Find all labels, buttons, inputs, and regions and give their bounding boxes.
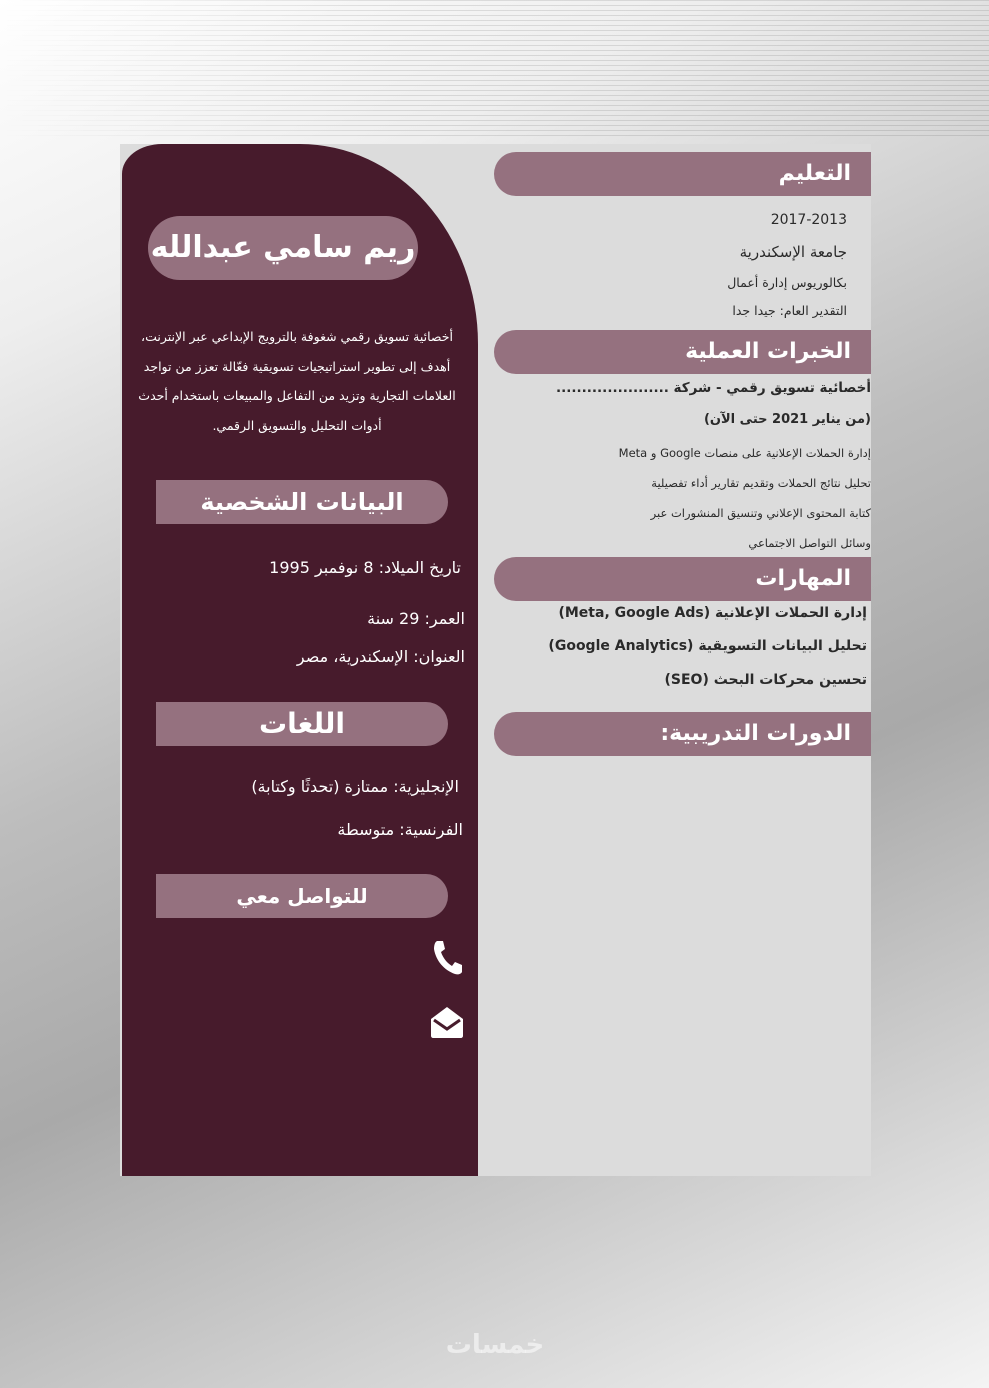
background-stripes bbox=[0, 0, 989, 140]
experience-section-title: الخبرات العملية bbox=[494, 330, 871, 374]
experience-period: (من يناير 2021 حتى الآن) bbox=[703, 412, 871, 427]
languages-section-title: اللغات bbox=[156, 702, 448, 746]
education-years: 2017-2013 bbox=[770, 212, 847, 228]
address: العنوان: الإسكندرية، مصر bbox=[296, 647, 465, 666]
experience-role: أخصائية تسويق رقمي - شركة ...................... bbox=[556, 380, 871, 396]
name-badge: ريم سامي عبدالله bbox=[148, 216, 418, 280]
experience-duty: وسائل التواصل الاجتماعي bbox=[748, 536, 871, 550]
birth-date: تاريخ الميلاد: 8 نوفمبر 1995 bbox=[269, 558, 461, 577]
education-section-title: التعليم bbox=[494, 152, 871, 196]
courses-section-title: الدورات التدريبية: bbox=[494, 712, 871, 756]
watermark: خمسات bbox=[445, 1330, 545, 1360]
experience-duty: تحليل نتائج الحملات وتقديم تقارير أداء تفصيلية bbox=[651, 476, 871, 490]
education-university: جامعة الإسكندرية bbox=[739, 243, 847, 261]
experience-duty: إدارة الحملات الإعلانية على منصات Google و Meta bbox=[618, 446, 871, 460]
skills-section-title: المهارات bbox=[494, 557, 871, 601]
age: العمر: 29 سنة bbox=[367, 609, 465, 628]
skill-item: تحسين محركات البحث (SEO) bbox=[664, 672, 867, 688]
experience-duty: كتابة المحتوى الإعلاني وتنسيق المنشورات عبر bbox=[650, 506, 871, 520]
personal-section-title: البيانات الشخصية bbox=[156, 480, 448, 524]
mail-icon[interactable] bbox=[428, 1004, 466, 1040]
phone-icon[interactable] bbox=[430, 938, 464, 976]
language-french: الفرنسية: متوسطة bbox=[337, 820, 463, 839]
contact-section-title: للتواصل معي bbox=[156, 874, 448, 918]
about-paragraph: أخصائية تسويق رقمي شغوفة بالترويج الإبداعي عبر الإنترنت، أهدف إلى تطوير استراتيجيات تسويقية فعّالة تعزز من تواجد العلامات التجارية وتزيد من التفاعل والمبيعات باستخدام أحدث أدوات التحليل والتسويق الرقمي. bbox=[138, 329, 456, 433]
skill-item: تحليل البيانات التسويقية (Google Analytics) bbox=[548, 638, 867, 654]
language-english: الإنجليزية: ممتازة (تحدثًا وكتابة) bbox=[251, 777, 459, 796]
skill-item: إدارة الحملات الإعلانية (Meta, Google Ads) bbox=[558, 605, 867, 621]
education-degree: بكالوريوس إدارة أعمال bbox=[727, 275, 847, 290]
education-grade: التقدير العام: جيدا جدا bbox=[732, 303, 847, 318]
